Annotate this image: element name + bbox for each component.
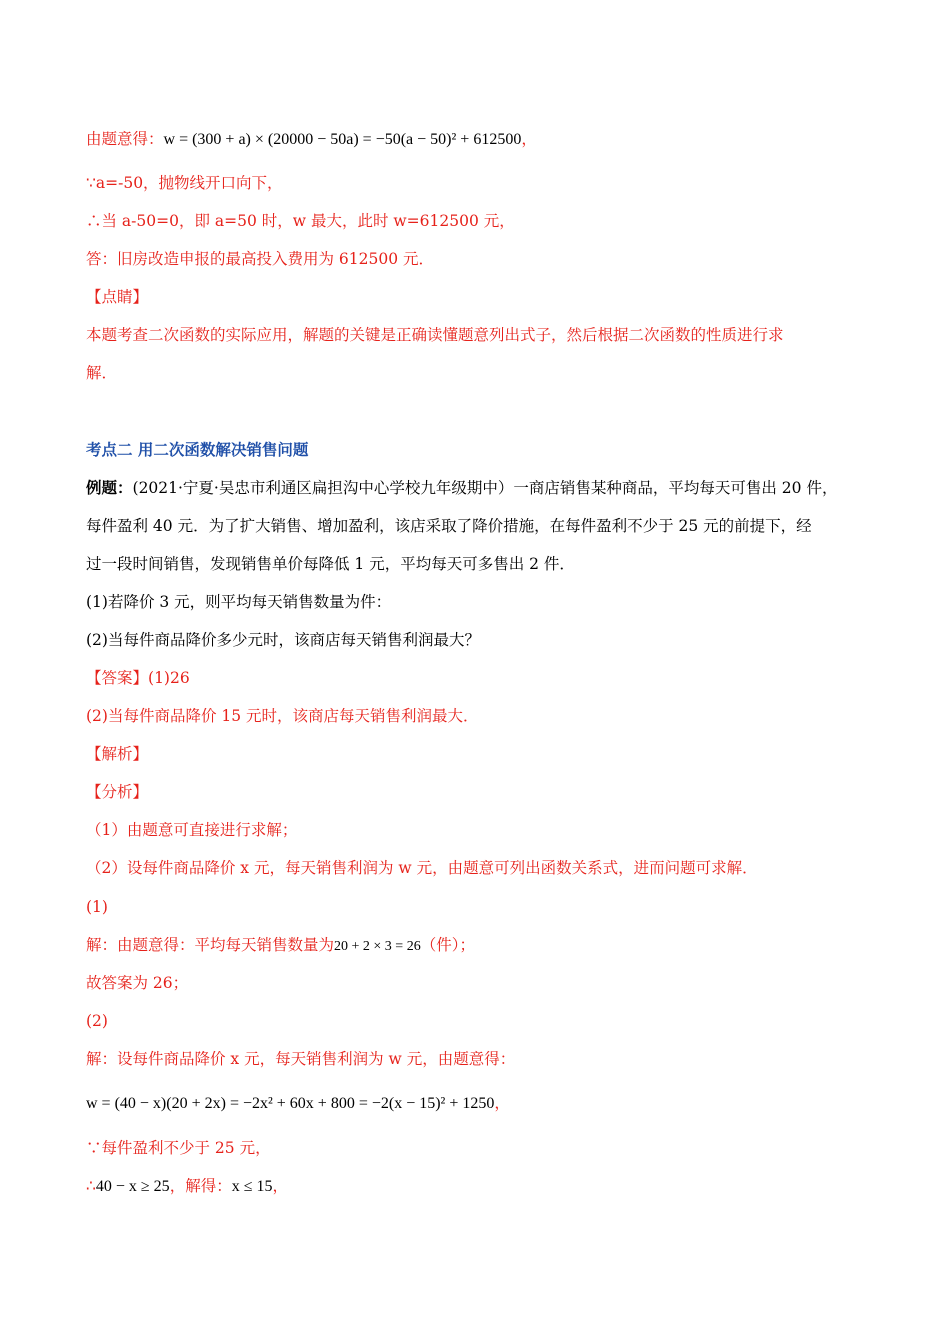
part-2-equation: w = (40 − x)(20 + 2x) = −2x² + 60x + 800 = −2(x − 15)² + 1250 <box>86 1095 495 1112</box>
answer-line: 答：旧房改造申报的最高投入费用为 612500 元． <box>86 250 435 268</box>
answer-label: 【答案】 <box>86 669 149 687</box>
equation-w-a: w = (300 + a) × (20000 − 50a) = −50(a − 50)² + 612500 <box>163 131 522 148</box>
answer-line-1 <box>86 667 190 689</box>
because-line: ∵a=-50，抛物线开口向下， <box>86 174 283 192</box>
text-prefix: 由题意得： <box>86 130 164 148</box>
question-2: (2)当每件商品降价多少元时，该商店每天销售利润最大？ <box>86 631 480 649</box>
result-inequality: x ≤ 15 <box>231 1178 273 1195</box>
dianjing-label: 【点睛】 <box>86 288 149 306</box>
section-title: 考点二 用二次函数解决销售问题 <box>86 440 309 459</box>
part-2-label: (2) <box>86 1012 108 1030</box>
dianjing-text-1: 本题考查二次函数的实际应用，解题的关键是正确读懂题意列出式子，然后根据二次函数的性质进行求 <box>86 326 784 344</box>
example-text-1: (2021·宁夏·吴忠市利通区扁担沟中心学校九年级期中）一商店销售某种商品，平均每天可售出 20 件， <box>132 479 838 497</box>
part-1-prefix: 解：由题意得：平均每天销售数量为 <box>86 936 335 954</box>
text-suffix: ， <box>521 130 537 148</box>
part-2-therefore <box>86 1175 288 1198</box>
end-comma: ， <box>272 1177 288 1195</box>
part-1-label: (1) <box>86 898 108 916</box>
part-1-equation: 20 + 2 × 3 = 26 <box>334 939 421 954</box>
part-2-text: 解：设每件商品降价 x 元，每天销售利润为 w 元，由题意得： <box>86 1050 516 1068</box>
inequality: 40 − x ≥ 25 <box>95 1178 170 1195</box>
part-2-because: ∵每件盈利不少于 25 元， <box>86 1139 271 1157</box>
answer-1: (1)26 <box>148 669 190 687</box>
therefore-symbol: ∴ <box>86 1177 96 1195</box>
part-2-equation-line <box>86 1092 510 1115</box>
question-1: (1)若降价 3 元，则平均每天销售数量为件： <box>86 593 392 611</box>
answer-2: (2)当每件商品降价 15 元时，该商店每天销售利润最大． <box>86 707 479 725</box>
jiexi-label: 【解析】 <box>86 745 149 763</box>
dianjing-text-2: 解． <box>86 364 118 382</box>
example-line-3: 过一段时间销售，发现销售单价每降低 1 元，平均每天可多售出 2 件． <box>86 555 575 573</box>
part-1-solution <box>86 934 475 958</box>
therefore-line: ∴当 a-50=0，即 a=50 时，w 最大，此时 w=612500 元， <box>86 212 515 230</box>
fenxi-2: （2）设每件商品降价 x 元，每天销售利润为 w 元，由题意可列出函数关系式，进而问题可求解． <box>86 859 758 877</box>
eq-line-1 <box>86 128 537 151</box>
example-line-2: 每件盈利 40 元．为了扩大销售、增加盈利，该店采取了降价措施，在每件盈利不少于 25 元的前提下，经 <box>86 517 812 535</box>
part-1-suffix: （件）； <box>420 936 475 954</box>
part-1-answer: 故答案为 26； <box>86 974 189 992</box>
fenxi-1: （1）由题意可直接进行求解； <box>86 821 298 839</box>
solve-text: ，解得： <box>169 1177 232 1195</box>
fenxi-label: 【分析】 <box>86 783 149 801</box>
part-2-eq-suffix: ， <box>494 1094 510 1112</box>
example-line-1 <box>86 477 837 499</box>
example-label: 例题： <box>86 478 133 497</box>
